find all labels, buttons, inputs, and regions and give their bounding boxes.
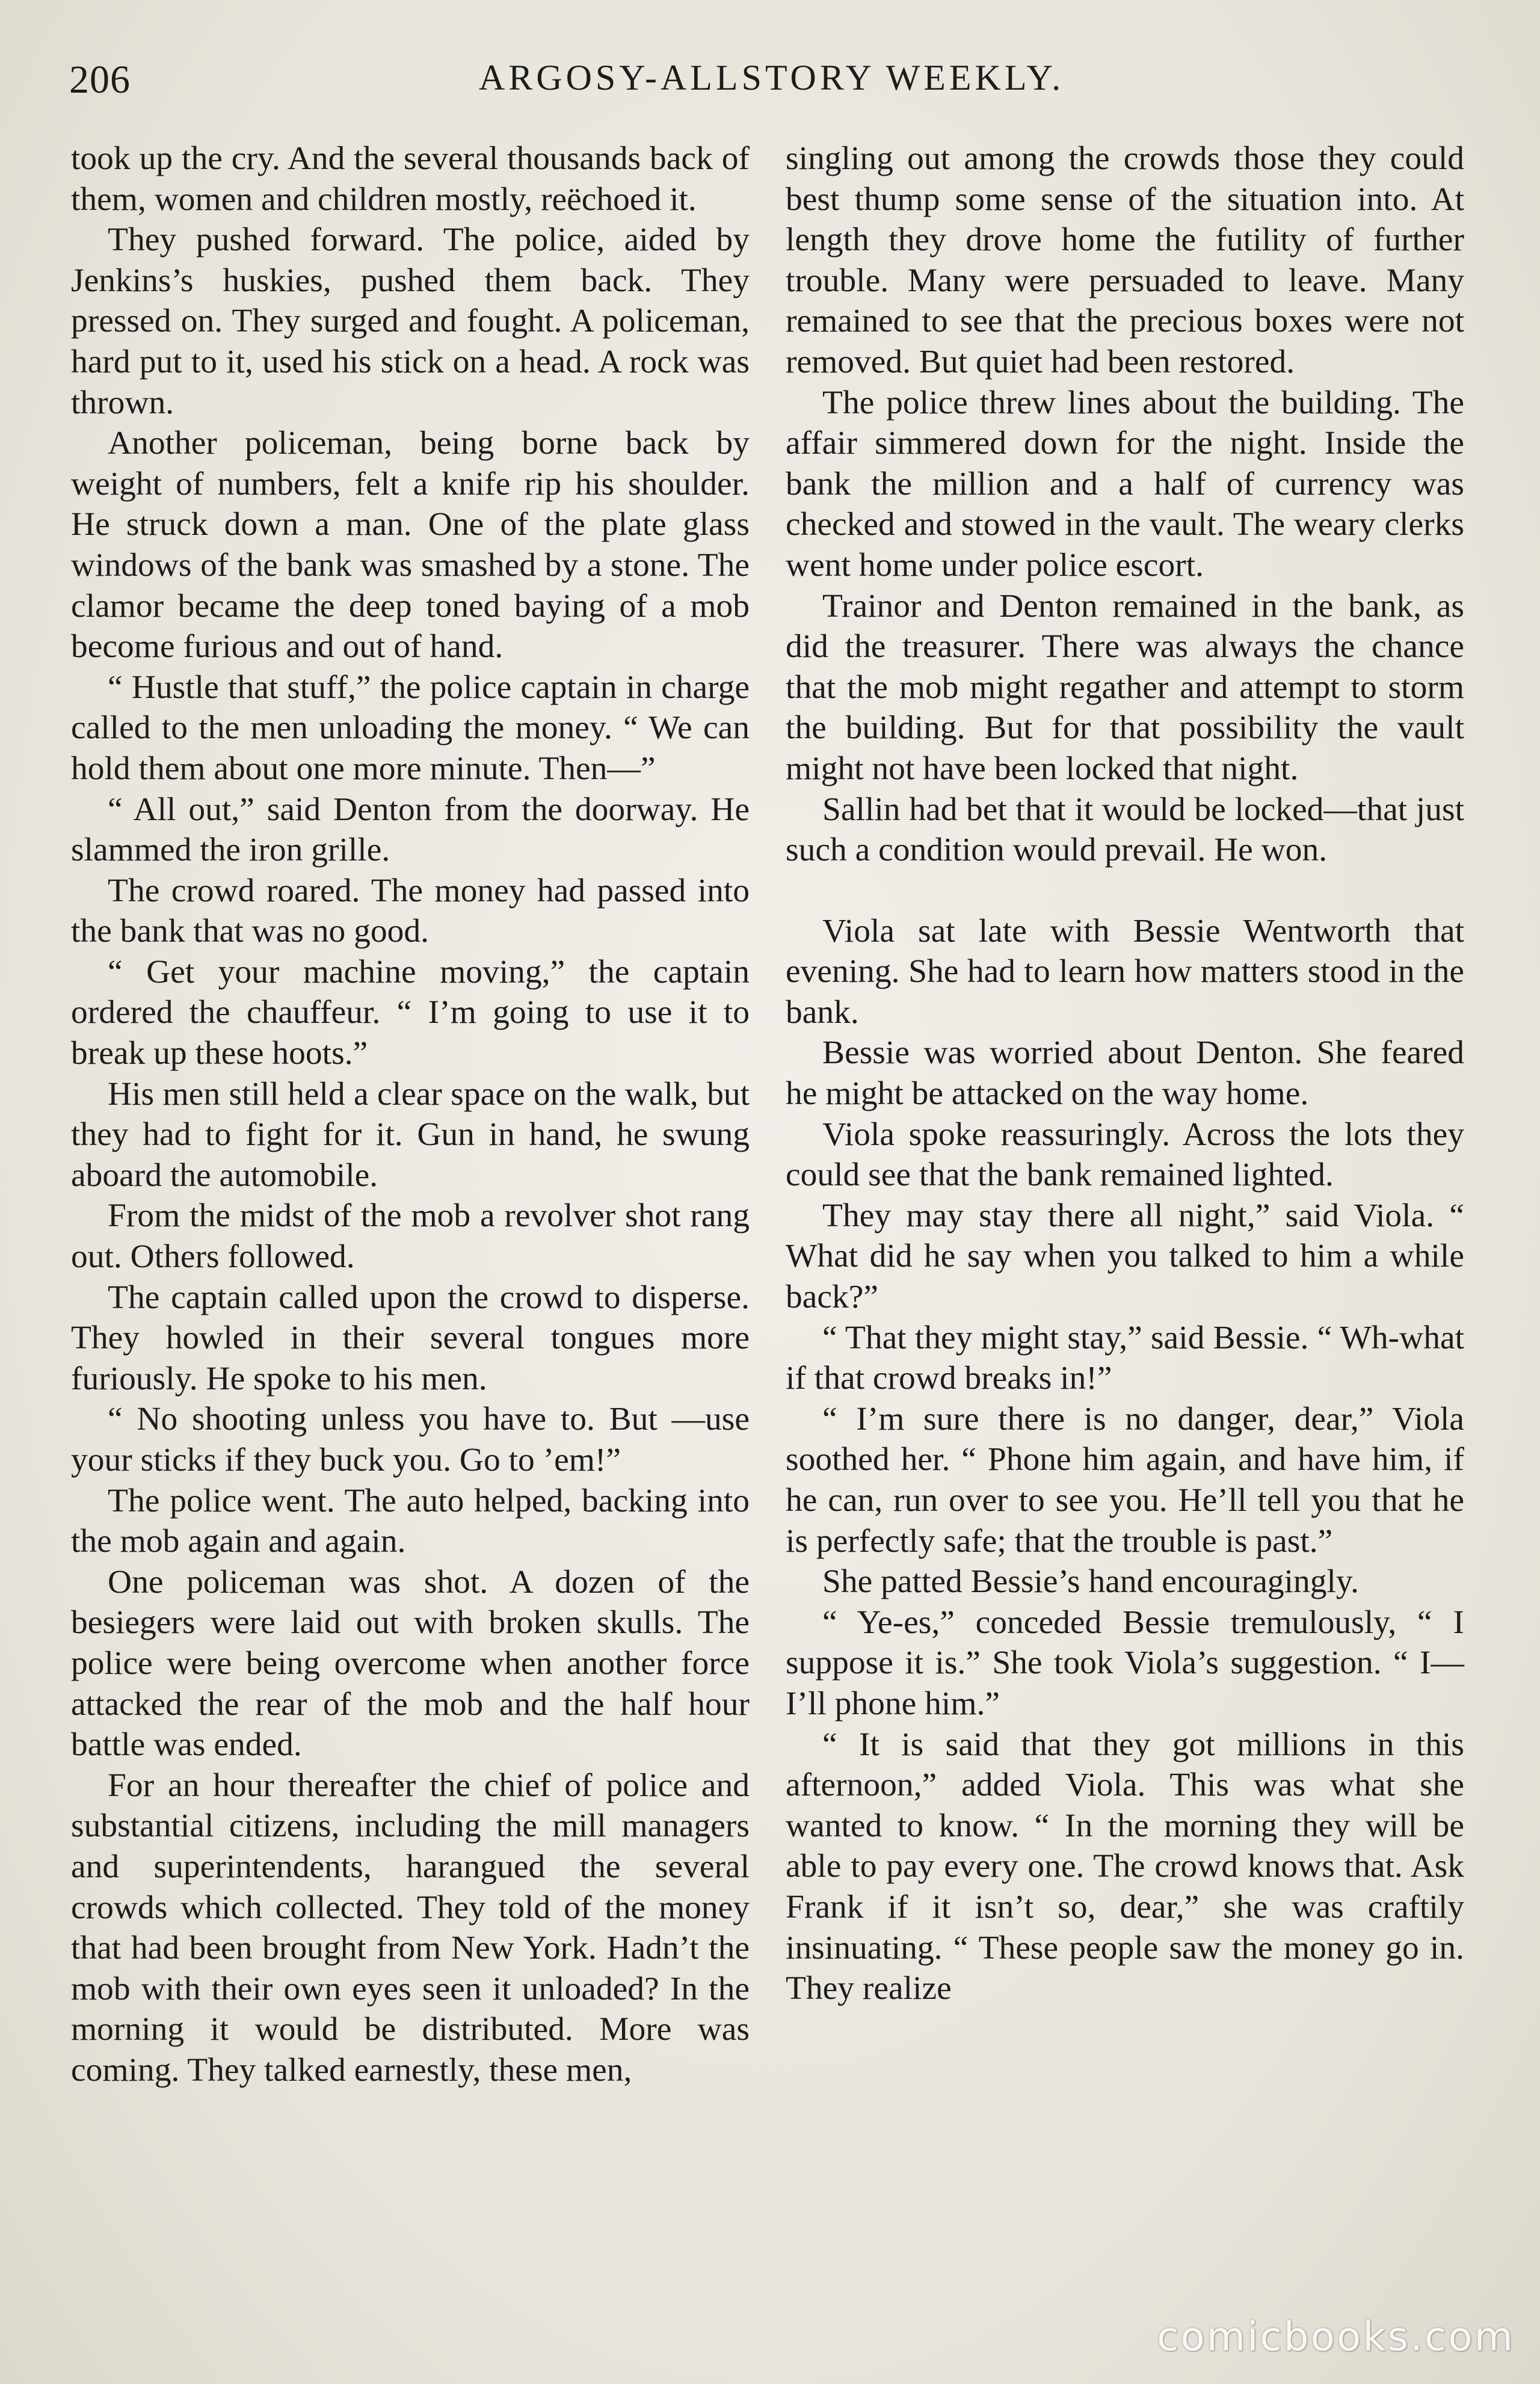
- paragraph: The captain called upon the crowd to disperse. They howled in their several tongues more furiously. He spoke to his men.: [71, 1279, 750, 1397]
- paragraph: Viola spoke reassuringly. Across the lots they could see that the bank remained lighted.: [786, 1116, 1464, 1194]
- page-header: [69, 57, 1474, 111]
- paragraph: From the midst of the mob a revolver shot rang out. Others followed.: [71, 1197, 750, 1276]
- paragraph: Viola sat late with Bessie Wentworth that evening. She had to learn how matters stood in the bank.: [786, 912, 1464, 1031]
- paragraph: “ That they might stay,” said Bessie. “ Wh-what if that crowd breaks in!”: [786, 1319, 1464, 1397]
- paragraph: His men still held a clear space on the walk, but they had to fight for it. Gun in hand, he swung aboard the automobile.: [71, 1075, 750, 1194]
- left-column: [71, 138, 750, 2091]
- paragraph: For an hour thereafter the chief of police and substantial citizens, including the mill managers and superintendents, harangued the several crowds which collected. They told of the money that had been brought from New York. Hadn’t the mob with their own eyes seen it unloaded? In the morning it would be distributed. More was coming. They talked earnestly, these men,: [71, 1767, 750, 2089]
- paragraph: The police went. The auto helped, backing into the mob again and again.: [71, 1482, 750, 1560]
- paragraph: One policeman was shot. A dozen of the besiegers were laid out with broken skulls. The police were being overcome when another force attacked the rear of the mob and the half hour battle was ended.: [71, 1563, 750, 1764]
- paragraph: Bessie was worried about Denton. She feared he might be attacked on the way home.: [786, 1034, 1464, 1113]
- paragraph: “ No shooting unless you have to. But —use your sticks if they buck you. Go to ’em!”: [71, 1401, 750, 1478]
- paragraph: They pushed forward. The police, aided by Jenkins’s huskies, pushed them back. They pressed on. They surged and fought. A policeman, hard put to it, used his stick on a head. A rock was thrown.: [71, 221, 750, 421]
- paragraph: Another policeman, being borne back by weight of numbers, felt a knife rip his shoulder. He struck down a man. One of the plate glass windows of the bank was smashed by a stone. The clamor became the deep toned baying of a mob become furious and out of hand.: [71, 425, 750, 665]
- paragraph: “ All out,” said Denton from the doorway. He slammed the iron grille.: [71, 791, 750, 869]
- paragraph: took up the cry. And the several thousands back of them, women and children mostly, reëchoed it.: [71, 140, 750, 218]
- paragraph: “ I’m sure there is no danger, dear,” Viola soothed her. “ Phone him again, and have him, if he can, run over to see you. He’ll tell you that he is perfectly safe; that the trouble is past.”: [786, 1400, 1464, 1560]
- paragraph: The police threw lines about the building. The affair simmered down for the night. Inside the bank the million and a half of currency was checked and stowed in the vault. The weary clerks went home under police escort.: [786, 384, 1464, 584]
- paragraph: Sallin had bet that it would be locked—that just such a condition would prevail. He won.: [786, 791, 1464, 869]
- paragraph: singling out among the crowds those they could best thump some sense of the situation into. At length they drove home the futility of further trouble. Many were persuaded to leave. Many remained to see that the precious boxes were not removed. But quiet had been restored.: [786, 140, 1464, 380]
- right-column: [786, 138, 1464, 2009]
- paragraph: Trainor and Denton remained in the bank, as did the treasurer. There was always the chance that the mob might regather and attempt to storm the building. But for that possibility the vault might not have been locked that night.: [786, 587, 1464, 787]
- paragraph: The crowd roared. The money had passed into the bank that was no good.: [71, 872, 750, 950]
- paragraph: “ It is said that they got millions in this afternoon,” added Viola. This was what she wanted to know. “ In the morning they will be able to pay every one. The crowd knows that. Ask Frank if it isn’t so, dear,” she was craftily insinuating. “ These people saw the money go in. They realize: [786, 1726, 1464, 2007]
- page-number: 206: [69, 58, 131, 102]
- paragraph: “ Ye-es,” conceded Bessie tremulously, “ I suppose it is.” She took Viola’s suggestion. “ I—I’ll phone him.”: [786, 1604, 1464, 1722]
- watermark: comicbooks.com: [1157, 2314, 1515, 2360]
- paragraph: She patted Bessie’s hand encouragingly.: [822, 1563, 1359, 1601]
- paragraph: “ Get your machine moving,” the captain ordered the chauffeur. “ I’m going to use it to break up these hoots.”: [71, 953, 750, 1072]
- paragraph: They may stay there all night,” said Viola. “ What did he say when you talked to him a while back?”: [786, 1197, 1464, 1316]
- paragraph: “ Hustle that stuff,” the police captain in charge called to the men unloading the money. “ We can hold them about one more minute. Then—”: [71, 669, 750, 787]
- running-head: ARGOSY-ALLSTORY WEEKLY.: [478, 58, 1065, 97]
